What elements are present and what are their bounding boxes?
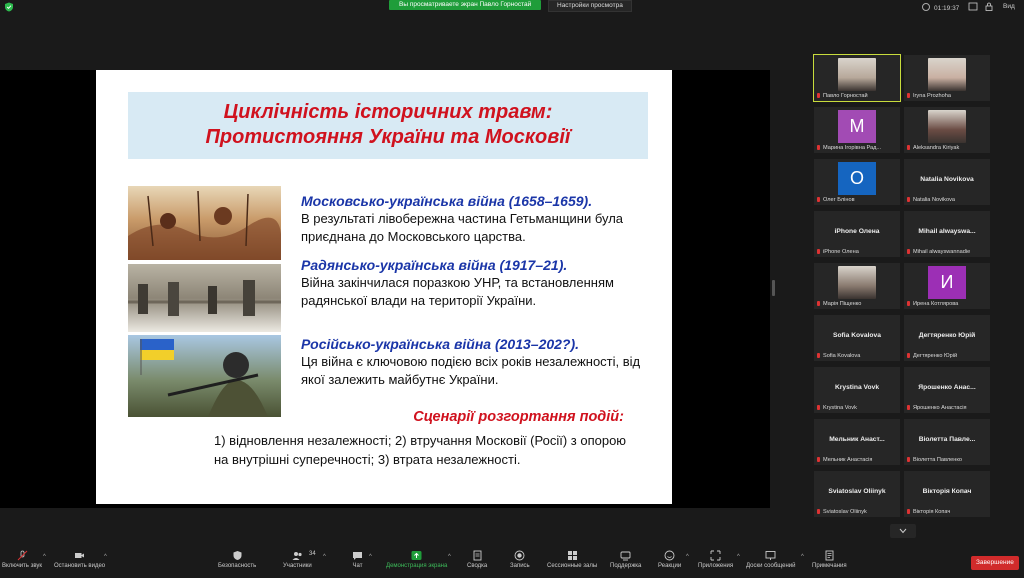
block-3-heading: Російсько-українська війна (2013–202?). — [301, 336, 580, 352]
video-camera-icon — [74, 550, 85, 561]
shared-screen — [0, 70, 770, 508]
chevron-down-icon — [899, 528, 907, 534]
participant-footer — [817, 145, 899, 151]
participant-tile[interactable] — [813, 158, 901, 206]
shield-icon — [232, 550, 243, 561]
people-icon — [292, 550, 303, 561]
participant-name: Ярошенко Анас... — [918, 384, 976, 391]
security-label: Безопасность — [218, 563, 257, 569]
scenarios-text: 1) відновлення незалежності; 2) втручання Московії (Росії) з опорою на внутрішні суперечності; 3) втрата незалежності. — [214, 433, 627, 467]
participants-button[interactable] — [283, 550, 312, 569]
mic-muted-icon — [817, 145, 820, 150]
reactions-label: Реакции — [658, 563, 682, 569]
mic-muted-icon — [817, 353, 820, 358]
participant-footer — [907, 509, 989, 515]
mic-muted-icon — [817, 509, 820, 514]
participant-footer — [817, 405, 899, 411]
chat-bubble-icon — [352, 550, 363, 561]
apps-options-caret[interactable]: ^ — [737, 554, 740, 560]
notes-button[interactable] — [812, 550, 847, 569]
view-menu-button[interactable]: Вид — [1003, 3, 1015, 10]
mic-muted-icon — [817, 405, 820, 410]
apps-label: Приложения — [698, 563, 734, 569]
participant-name: Sviatoslav Oliinyk — [828, 488, 886, 495]
participant-footer — [907, 249, 989, 255]
participant-footer-name: Sofia Kovalova — [823, 353, 861, 359]
slide-title-box — [128, 92, 648, 159]
participant-video — [928, 58, 966, 91]
summary-button[interactable] — [467, 550, 487, 569]
mic-muted-icon — [907, 509, 910, 514]
mic-muted-icon — [907, 145, 910, 150]
timer-value: 01:19:37 — [934, 5, 960, 12]
participant-footer — [907, 405, 989, 411]
mic-muted-icon — [907, 301, 910, 306]
info-icon[interactable] — [968, 2, 978, 11]
breakout-rooms-label: Сессионные залы — [547, 563, 598, 569]
participant-name: Mihail alwayswa... — [918, 228, 976, 235]
participant-video — [928, 110, 966, 143]
mic-muted-icon — [907, 249, 910, 254]
participant-footer — [907, 197, 989, 203]
mic-muted-icon — [817, 457, 820, 462]
participant-footer-name: Вікторія Копач — [913, 509, 951, 515]
participant-footer — [907, 93, 989, 99]
participant-footer — [817, 93, 899, 99]
share-screen-icon — [411, 550, 422, 561]
soldiers-photo-image — [128, 264, 281, 332]
stop-video-label: Остановить видео — [54, 563, 106, 569]
participant-tile[interactable] — [903, 418, 991, 466]
breakout-rooms-button[interactable] — [547, 550, 597, 569]
mic-muted-icon — [817, 301, 820, 306]
text-block-3 — [301, 335, 661, 389]
participant-footer-name: Марина Ігорівна Рад... — [823, 145, 882, 151]
slide-title-line-1: Циклічність історичних травм: — [223, 101, 553, 123]
breakout-rooms-icon — [567, 550, 578, 561]
smiley-icon — [664, 550, 675, 561]
block-3-text: Ця війна є ключовою подією всіх років незалежності, від якої залежить майбутнє України. — [301, 354, 641, 387]
whiteboards-label: Доски сообщений — [746, 563, 796, 569]
participant-footer-name: Мельник Анастасія — [823, 457, 873, 463]
meeting-toolbar — [0, 548, 1024, 578]
participant-footer-name: Natalia Novikova — [913, 197, 955, 203]
mic-muted-icon — [907, 93, 910, 98]
participant-footer-name: Ярошенко Анастасія — [913, 405, 967, 411]
mic-muted-icon — [907, 457, 910, 462]
lock-icon[interactable] — [984, 2, 994, 11]
participant-tile[interactable] — [903, 262, 991, 310]
block-1-heading: Московсько-українська війна (1658–1659). — [301, 193, 593, 209]
support-label: Поддержка — [610, 563, 642, 569]
notes-icon — [824, 550, 835, 561]
end-meeting-button[interactable]: Завершение — [971, 556, 1019, 570]
block-2-heading: Радянсько-українська війна (1917–21). — [301, 257, 568, 273]
participant-footer — [817, 353, 899, 359]
share-screen-label: Демонстрация экрана — [386, 563, 448, 569]
presentation-slide — [96, 70, 672, 504]
whiteboard-icon — [765, 550, 776, 561]
participant-avatar: И — [928, 266, 966, 299]
participant-tile[interactable] — [813, 470, 901, 518]
participant-tile[interactable] — [903, 314, 991, 362]
participant-tile[interactable] — [813, 106, 901, 154]
shield-icon[interactable] — [4, 2, 14, 12]
share-options-caret[interactable]: ^ — [448, 554, 451, 560]
summary-icon — [472, 550, 483, 561]
participant-name: Віолетта Павле... — [918, 436, 976, 443]
mic-muted-icon — [817, 249, 820, 254]
slide-title-line-2: Протистояння України та Московії — [205, 126, 571, 148]
video-options-caret[interactable]: ^ — [104, 554, 107, 560]
participant-name: Дегтяренко Юрій — [918, 332, 976, 339]
participant-tile[interactable] — [813, 210, 901, 258]
participant-footer-name: Mihail alwayswannadie — [913, 249, 971, 255]
mic-muted-icon — [907, 353, 910, 358]
text-block-2 — [301, 256, 661, 310]
participant-footer-name: Aleksandra Kiriyak — [913, 145, 960, 151]
record-icon — [514, 550, 525, 561]
participant-footer — [817, 509, 899, 515]
view-options-button[interactable]: Настройки просмотра — [548, 0, 632, 12]
chat-options-caret[interactable]: ^ — [369, 554, 372, 560]
mic-muted-icon — [817, 93, 820, 98]
participant-tile[interactable] — [813, 314, 901, 362]
participant-avatar: М — [838, 110, 876, 143]
top-bar — [0, 0, 1024, 14]
block-1-text: В результаті лівобережна частина Гетьманщини була приєднана до Московського царства. — [301, 211, 624, 244]
participant-tile[interactable] — [813, 366, 901, 414]
record-label: Запись — [510, 563, 530, 569]
notes-label: Примечания — [812, 563, 847, 569]
participant-tile[interactable] — [903, 158, 991, 206]
unmute-button[interactable] — [2, 550, 42, 569]
participant-footer-name: Павло Горностай — [823, 93, 868, 99]
participants-count: 34 — [309, 551, 316, 557]
panel-resize-handle[interactable] — [772, 280, 775, 296]
participant-avatar: О — [838, 162, 876, 195]
mic-muted-icon — [907, 405, 910, 410]
chat-button[interactable] — [352, 550, 363, 569]
whiteboards-options-caret[interactable]: ^ — [801, 554, 804, 560]
unmute-label: Включить звук — [2, 563, 43, 569]
scenarios-heading: Сценарії розгортання подій: — [413, 409, 624, 425]
participant-tile[interactable] — [903, 470, 991, 518]
participant-footer-name: Sviatoslav Oliinyk — [823, 509, 867, 515]
share-screen-button[interactable] — [386, 550, 447, 569]
participant-footer-name: iPhone Олена — [823, 249, 859, 255]
stop-video-button[interactable] — [54, 550, 105, 569]
participant-footer-name: Ирена Котлярова — [913, 301, 959, 307]
more-participants-button[interactable] — [890, 524, 916, 538]
text-block-1 — [301, 192, 661, 246]
participant-video — [838, 266, 876, 299]
timer-icon — [922, 3, 930, 11]
block-2-text: Війна закінчилася поразкою УНР, та встановленням радянської влади на території України. — [301, 275, 614, 308]
support-icon — [620, 550, 631, 561]
participant-footer — [907, 301, 989, 307]
participant-name: Мельник Анаст... — [829, 436, 885, 443]
participant-tile[interactable] — [903, 210, 991, 258]
participant-tile[interactable] — [903, 54, 991, 102]
participant-footer-name: Віолетта Павленко — [913, 457, 962, 463]
participant-footer — [817, 457, 899, 463]
participant-footer — [817, 197, 899, 203]
participant-footer-name: Олег Блінов — [823, 197, 855, 203]
participant-name: Krystina Vovk — [834, 384, 880, 391]
summary-label: Сводка — [467, 563, 488, 569]
chat-label: Чат — [352, 563, 363, 569]
modern-soldier-image — [128, 335, 281, 417]
security-button[interactable] — [218, 550, 256, 569]
battle-painting-image — [128, 186, 281, 260]
support-button[interactable] — [610, 550, 641, 569]
meeting-timer — [922, 3, 959, 12]
participant-tile[interactable] — [903, 106, 991, 154]
participant-tile[interactable] — [813, 418, 901, 466]
participant-name: Вікторія Копач — [922, 488, 972, 495]
apps-icon — [710, 550, 721, 561]
participant-footer — [907, 353, 989, 359]
participant-video — [838, 58, 876, 91]
participant-footer-name: Дегтяренко Юрій — [913, 353, 958, 359]
participant-name: Natalia Novikova — [920, 176, 974, 183]
participant-tile[interactable] — [813, 262, 901, 310]
participants-label: Участники — [283, 563, 312, 569]
participant-footer-name: Марія Піщенко — [823, 301, 862, 307]
participant-name: Sofia Kovalova — [833, 332, 881, 339]
participant-footer — [817, 301, 899, 307]
whiteboards-button[interactable] — [746, 550, 796, 569]
participant-footer-name: Iryna Prozhoha — [913, 93, 951, 99]
apps-button[interactable] — [698, 550, 733, 569]
participant-footer — [907, 457, 989, 463]
participant-footer-name: Krystina Vovk — [823, 405, 857, 411]
participant-tile[interactable] — [813, 54, 901, 102]
reactions-button[interactable] — [658, 550, 681, 569]
participants-options-caret[interactable]: ^ — [323, 554, 326, 560]
participant-footer — [907, 145, 989, 151]
participant-tile[interactable] — [903, 366, 991, 414]
mic-muted-icon — [817, 197, 820, 202]
audio-options-caret[interactable]: ^ — [43, 554, 46, 560]
record-button[interactable] — [510, 550, 530, 569]
mic-muted-icon — [17, 550, 28, 561]
participant-name: iPhone Олена — [834, 228, 880, 235]
screen-share-banner: Вы просматриваете экран Павло Горностай — [389, 0, 541, 10]
participant-footer — [817, 249, 899, 255]
reactions-options-caret[interactable]: ^ — [686, 554, 689, 560]
mic-muted-icon — [907, 197, 910, 202]
